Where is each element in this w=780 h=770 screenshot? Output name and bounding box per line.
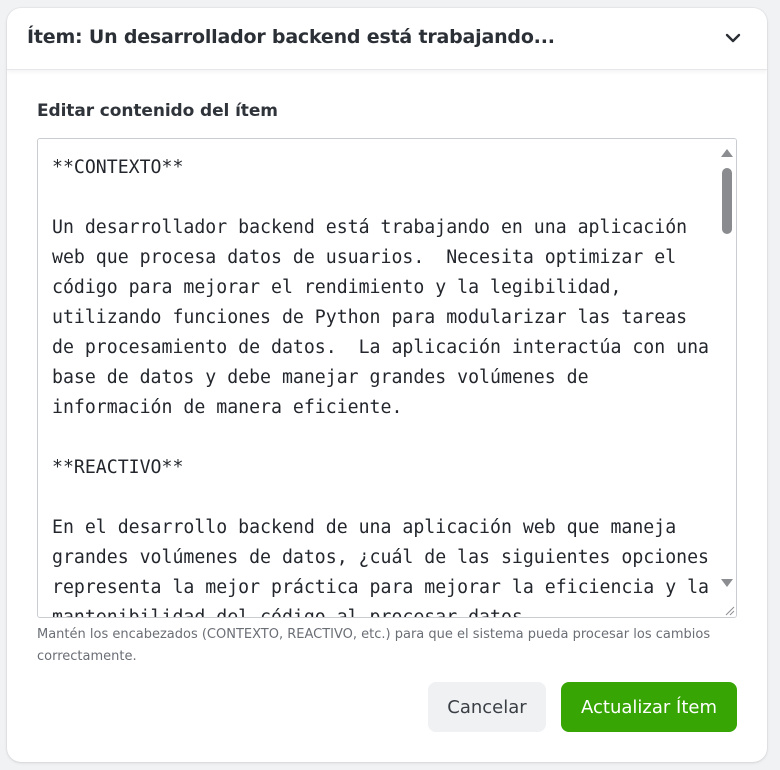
scroll-thumb[interactable]: [722, 168, 732, 234]
chevron-down-icon[interactable]: [723, 28, 743, 48]
helper-text: Mantén los encabezados (CONTEXTO, REACTIVO, etc.) para que el sistema pueda procesar los cambios correctamente.: [37, 627, 711, 664]
cancel-button[interactable]: Cancelar: [428, 682, 546, 732]
item-accordion-header[interactable]: [7, 8, 767, 70]
edit-item-card: [7, 8, 767, 762]
editor-label: Editar contenido del ítem: [37, 101, 278, 121]
scroll-up-arrow-icon[interactable]: [721, 149, 733, 157]
scroll-down-arrow-icon[interactable]: [721, 579, 733, 587]
item-content-textarea[interactable]: [38, 139, 718, 617]
update-item-button[interactable]: Actualizar Ítem: [561, 682, 737, 732]
textarea-scrollbar[interactable]: [718, 139, 736, 617]
resize-grip-icon[interactable]: [723, 604, 735, 616]
item-title: Ítem: Un desarrollador backend está trabajando...: [27, 26, 555, 48]
item-content-editor: [37, 138, 737, 618]
